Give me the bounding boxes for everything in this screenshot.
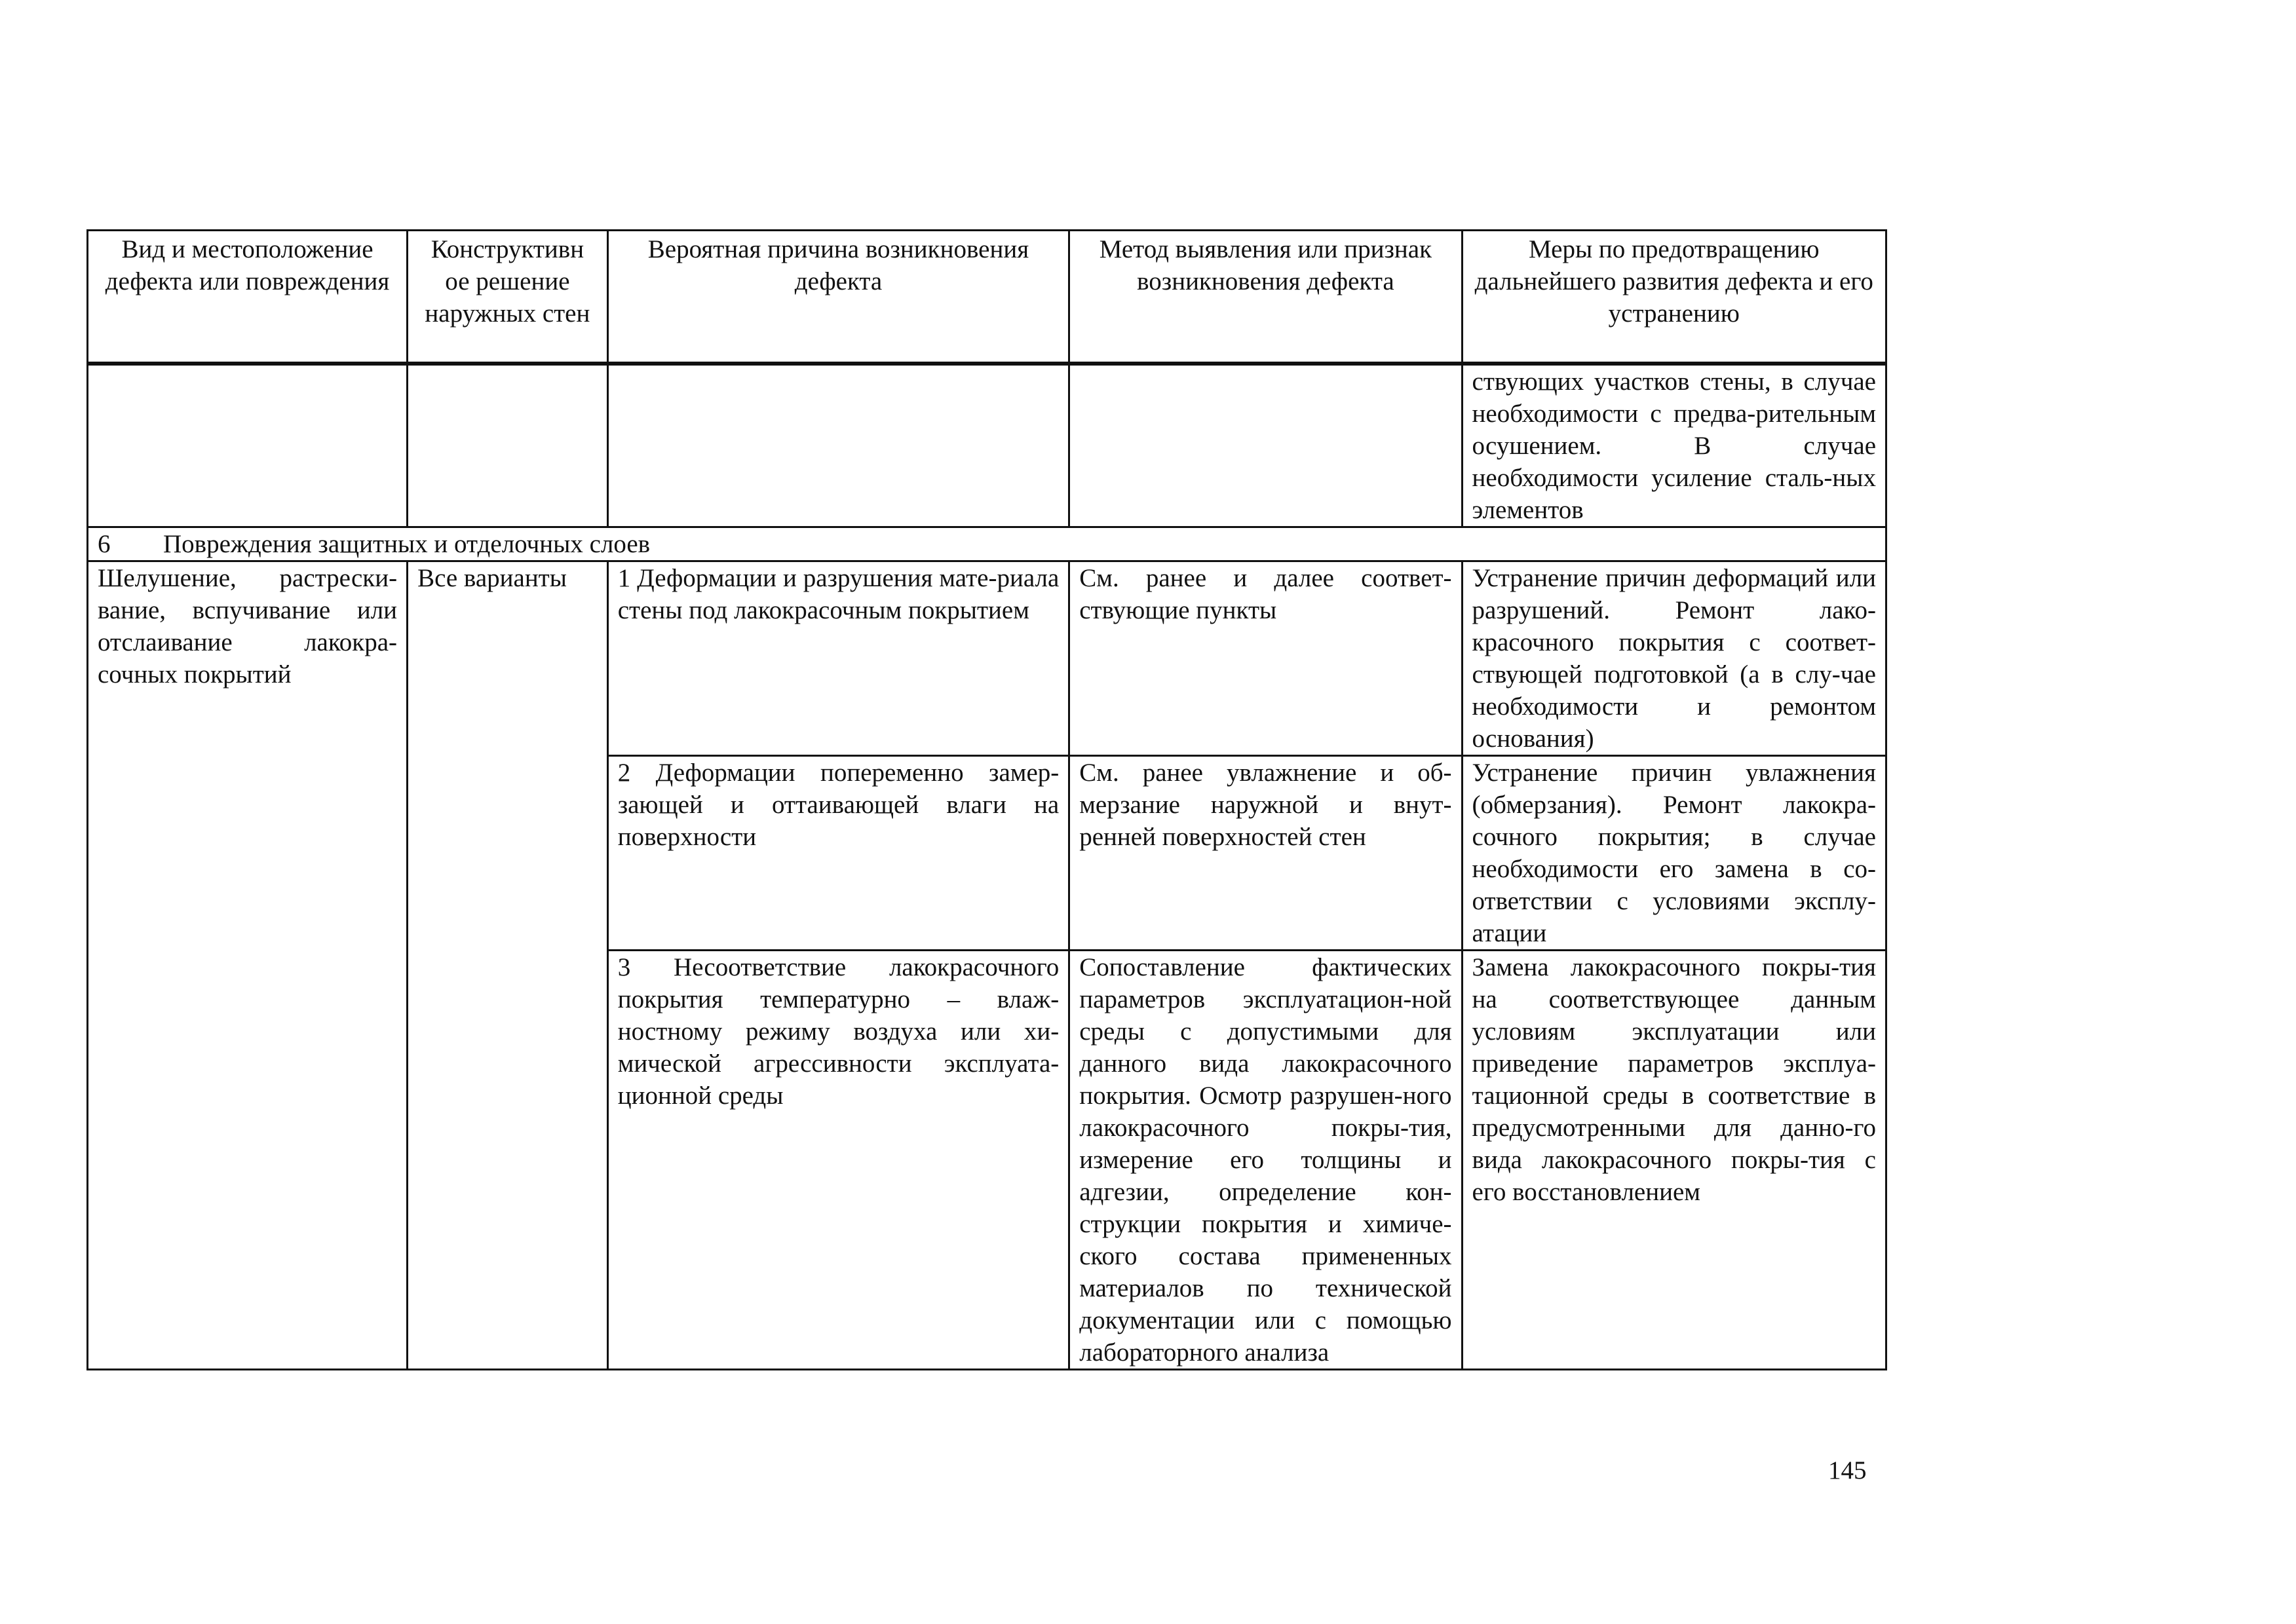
section-title: Повреждения защитных и отделочных слоев [163, 530, 651, 558]
cell-empty [1069, 364, 1462, 527]
header-defect-type: Вид и местоположение дефекта или повреждения [88, 231, 408, 364]
defects-table [86, 229, 1887, 1370]
cell-empty [408, 364, 608, 527]
section-heading-row [88, 527, 1886, 561]
cell-method: См. ранее и далее соответ-ствующие пункты [1069, 561, 1462, 756]
header-prevention-measures: Меры по предотвращению дальнейшего развития дефекта и его устранению [1462, 231, 1886, 364]
page-number: 145 [1828, 1456, 1867, 1484]
cell-measures: Замена лакокрасочного покры-тия на соответствующее данным условиям эксплуатации или приведение параметров эксплуа-тационной среды в соответствие в предусмотренными для данно-го вида лакокрасочного покры-тия с его восстановлением [1462, 951, 1886, 1370]
cell-cause: 1 Деформации и разрушения мате-риала стены под лакокрасочным покрытием [607, 561, 1069, 756]
cell-cause: 3 Несоответствие лакокрасочного покрытия температурно – влаж-ностному режиму воздуха или хи-мической агрессивности эксплуата-ционной среды [607, 951, 1069, 1370]
table-row-continuation [88, 364, 1886, 527]
header-probable-cause: Вероятная причина возникновения дефекта [607, 231, 1069, 364]
cell-empty [88, 364, 408, 527]
table-header-row [88, 231, 1886, 364]
cell-method: Сопоставление фактических параметров эксплуатацион-ной среды с допустимыми для данного вида лакокрасочного покрытия. Осмотр разрушен-ного лакокрасочного покры-тия, измерение его толщины и адгезии, определение кон-струкции покрытия и химиче-ского состава примененных материалов по технической документации или с помощью лабораторного анализа [1069, 951, 1462, 1370]
cell-defect-type: Шелушение, растрески-вание, вспучивание или отслаивание лакокра-сочных покрытий [88, 561, 408, 1370]
cell-empty [607, 364, 1069, 527]
header-wall-solution: Конструктивн ое решение наружных стен [408, 231, 608, 364]
cell-measures: Устранение причин увлажнения (обмерзания). Ремонт лакокра-сочного покрытия; в случае необходимости его замена в со-ответствии с условиями эксплу-атации [1462, 756, 1886, 951]
cell-continued-measures: ствующих участков стены, в случае необходимости с предва-рительным осушением. В случае необходимости усиление сталь-ных элементов [1462, 364, 1886, 527]
section-number: 6 [98, 530, 111, 558]
cell-measures: Устранение причин деформаций или разрушений. Ремонт лако-красочного покрытия с соответ-ствующей подготовкой (а в слу-чае необходимости и ремонтом основания) [1462, 561, 1886, 756]
section-heading [88, 527, 1886, 561]
table-row [88, 561, 1886, 756]
cell-method: См. ранее увлажнение и об-мерзание наружной и внут-ренней поверхностей стен [1069, 756, 1462, 951]
cell-cause: 2 Деформации попеременно замер-зающей и оттаивающей влаги на поверхности [607, 756, 1069, 951]
header-detection-method: Метод выявления или признак возникновения дефекта [1069, 231, 1462, 364]
cell-wall-solution: Все варианты [408, 561, 608, 1370]
